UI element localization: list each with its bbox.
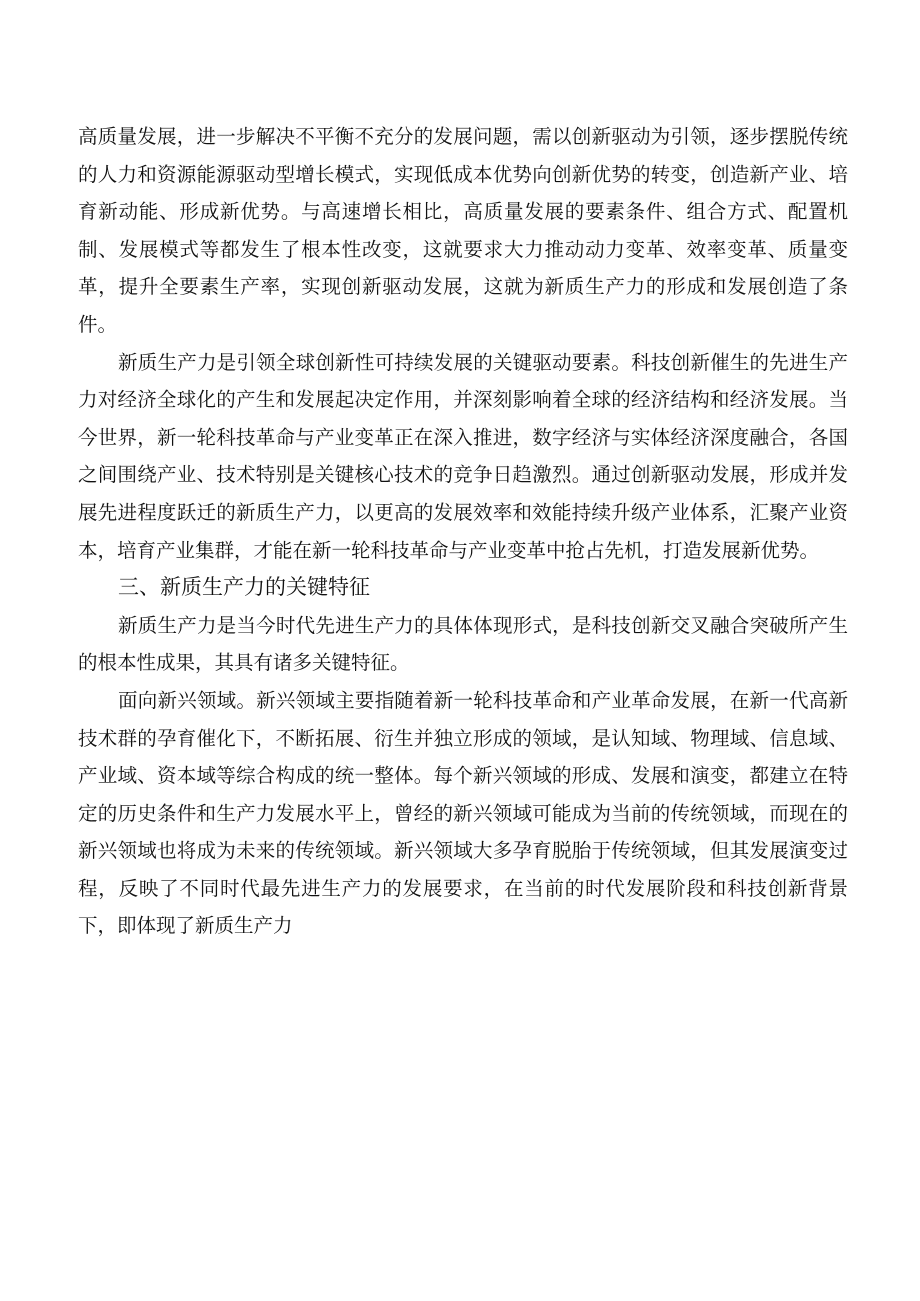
- section-heading: 三、新质生产力的关键特征: [118, 575, 370, 600]
- paragraph-emerging-fields: 面向新兴领域。新兴领域主要指随着新一轮科技革命和产业革命发展，在新一代高新技术群的孕育催化下，不断拓展、衍生并独立形成的领域，是认知域、物理域、信息域、产业域、资本域等综合构成的统一整体。每个新兴领域的形成、发展和演变，都建立在特定的历史条件和生产力发展水平上，曾经的新兴领域可能成为当前的传统领域，而现在的新兴领域也将成为未来的传统领域。新兴领域大多孕育脱胎于传统领域，但其发展演变过程，反映了不同时代最先进生产力的发展要求，在当前的时代发展阶段和科技创新背景下，即体现了新质生产力: [78, 688, 848, 938]
- paragraph-continued: 高质量发展，进一步解决不平衡不充分的发展问题，需以创新驱动为引领，逐步摆脱传统的人力和资源能源驱动型增长模式，实现低成本优势向创新优势的转变，创造新产业、培育新动能、形成新优势。与高速增长相比，高质量发展的要素条件、组合方式、配置机制、发展模式等都发生了根本性改变，这就要求大力推动动力变革、效率变革、质量变革，提升全要素生产率，实现创新驱动发展，这就为新质生产力的形成和发展创造了条件。: [78, 125, 848, 336]
- paragraph-characteristics-intro: 新质生产力是当今时代先进生产力的具体体现形式，是科技创新交叉融合突破所产生的根本性成果，其具有诸多关键特征。: [78, 613, 848, 675]
- document-body: [78, 118, 848, 945]
- paragraph-key-driver: 新质生产力是引领全球创新性可持续发展的关键驱动要素。科技创新催生的先进生产力对经济全球化的产生和发展起决定作用，并深刻影响着全球的经济结构和经济发展。当今世界，新一轮科技革命与产业变革正在深入推进，数字经济与实体经济深度融合，各国之间围绕产业、技术特别是关键核心技术的竞争日趋激烈。通过创新驱动发展，形成并发展先进程度跃迁的新质生产力，以更高的发展效率和效能持续升级产业体系，汇聚产业资本，培育产业集群，才能在新一轮科技革命与产业变革中抢占先机，打造发展新优势。: [78, 350, 848, 562]
